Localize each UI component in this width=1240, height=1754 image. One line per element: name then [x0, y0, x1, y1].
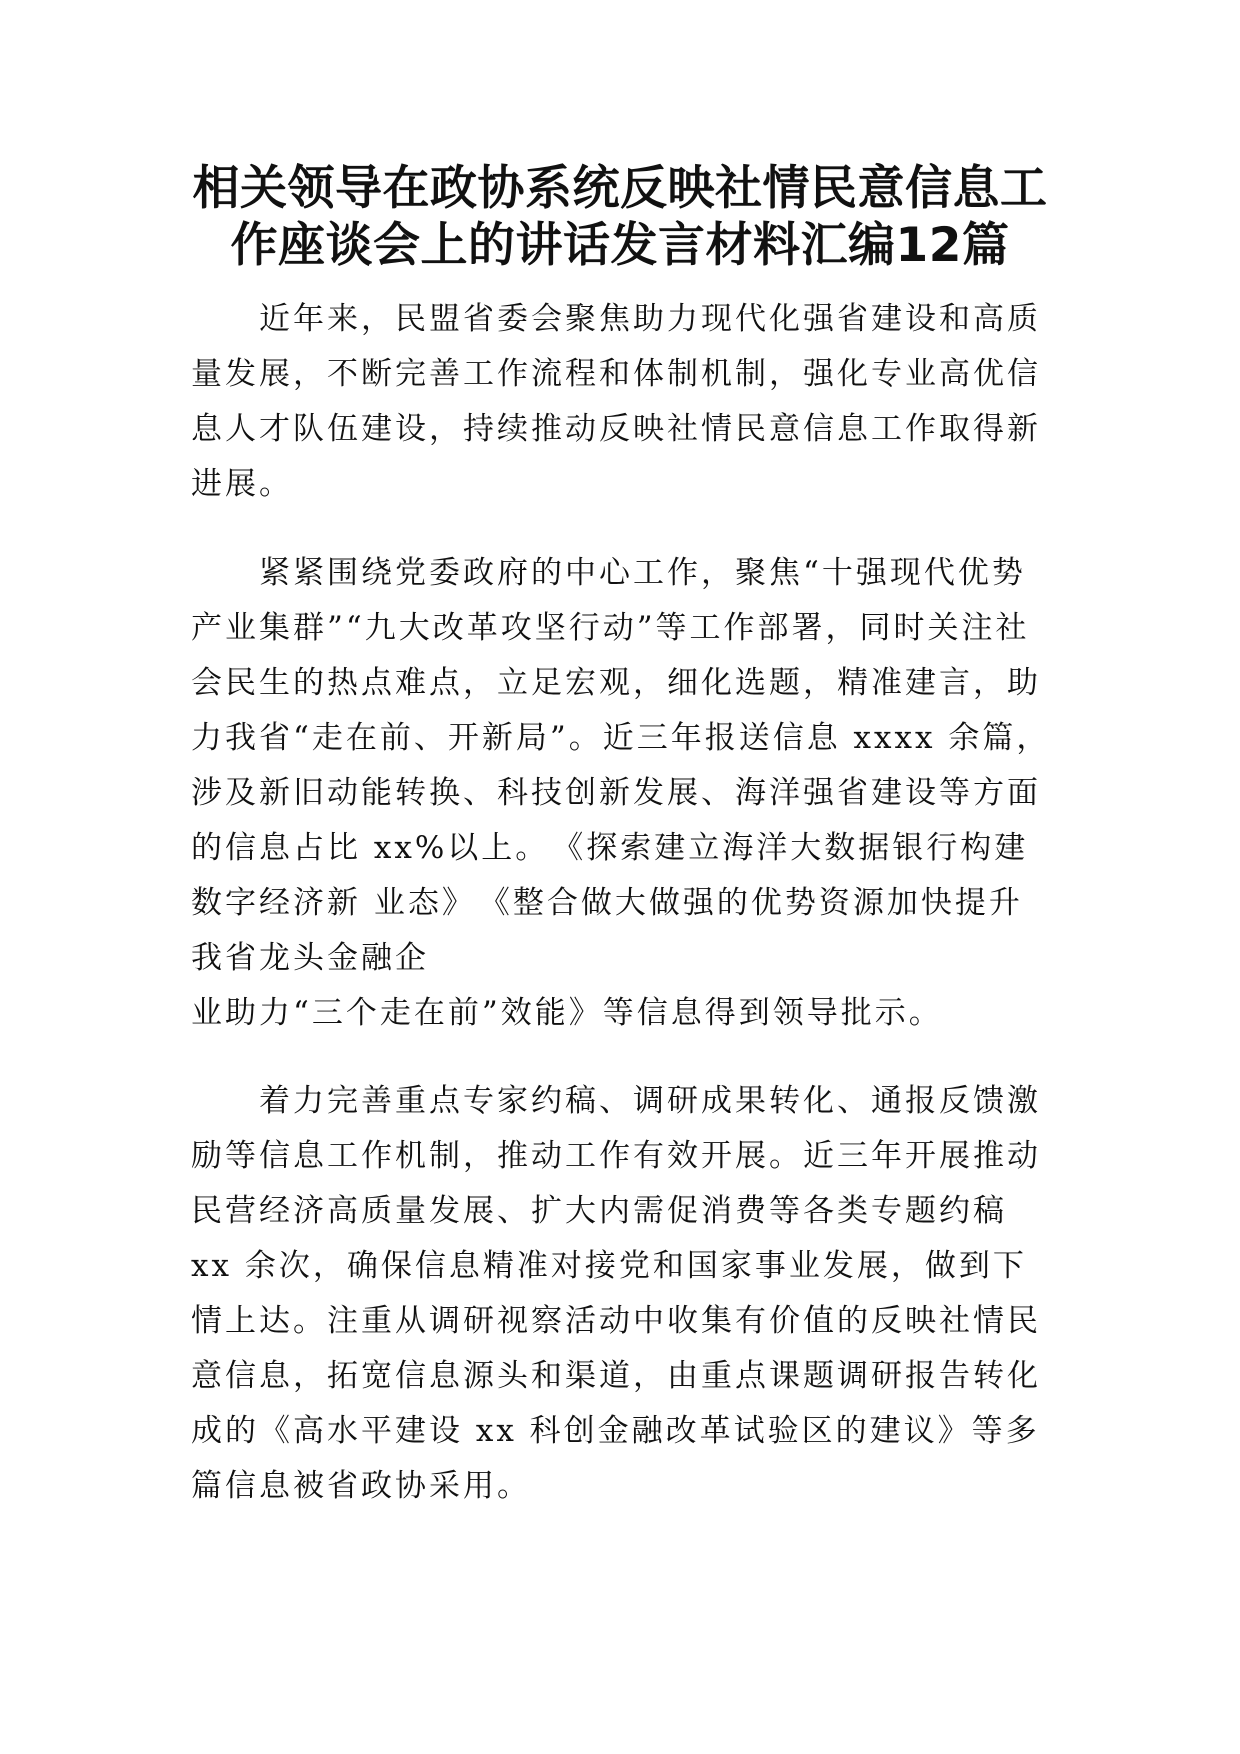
paragraph-2	[191, 546, 1051, 1041]
title-line-1: 相关领导在政协系统反映社情民意信息工	[192, 161, 1048, 216]
paragraph-3: 着力完善重点专家约稿、调研成果转化、通报反馈激励等信息工作机制，推动工作有效开展。近三年开展推动民营经济高质量发展、扩大内需促消费等各类专题约稿 xx 余次，确保信息精准对接党和国家事业发展，做到下情上达。注重从调研视察活动中收集有价值的反映社情民意信息，拓宽信息源头和渠道，由重点课题调研报告转化成的《高水平建设 xx 科创金融改革试验区的建议》等多篇信息被省政协采用。	[191, 1083, 1041, 1504]
paragraph-1: 近年来，民盟省委会聚焦助力现代化强省建设和高质量发展，不断完善工作流程和体制机制，强化专业高优信息人才队伍建设，持续推动反映社情民意信息工作取得新进展。	[191, 301, 1041, 502]
document-body	[191, 292, 1051, 1514]
title-line-2: 作座谈会上的讲话发言材料汇编12篇	[230, 218, 1010, 273]
paragraph-2-main: 紧紧围绕党委政府的中心工作，聚焦“十强现代优势产业集群”“九大改革攻坚行动”等工作部署，同时关注社会民生的热点难点，立足宏观，细化选题，精准建言，助力我省“走在前、开新局”。近三年报送信息 xxxx 余篇，涉及新旧动能转换、科技创新发展、海洋强省建设等方面的信息占比 xx%以上。 《探索建立海洋大数据银行构建数字经济新 业态》 《整合做大做强的优势资源加快提升我省龙头金融企	[191, 555, 1051, 976]
document-title	[150, 160, 1090, 274]
paragraph-2-tail: 业助力“三个走在前”效能》等信息得到领导批示。	[191, 995, 943, 1031]
